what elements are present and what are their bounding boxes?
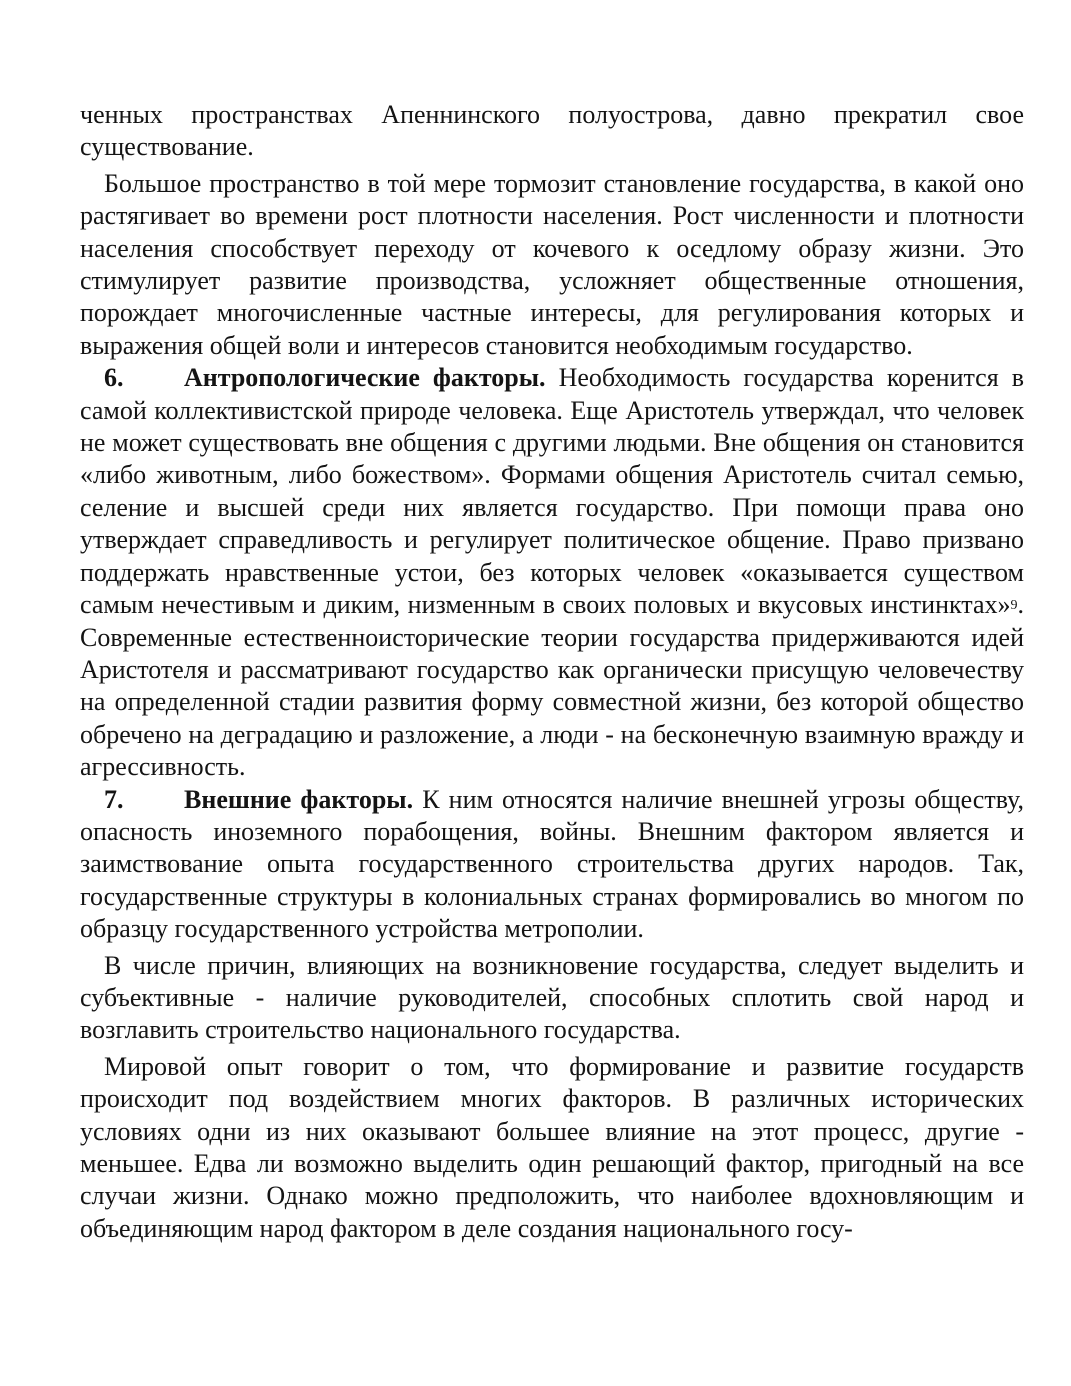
section-text-anthropological-end: . Современные естественноисторические теории государства придерживаются идей Аристотеля и рассматривают государство как органически присущую человечеству на определенной стадии развития форму совместной жизни, без которой общество обречено на деградацию и разложение, а люди - на бесконечную взаимную вражду и агрессивность.	[80, 590, 1024, 782]
section-heading-anthropological: Антропологические факторы.	[184, 363, 546, 393]
document-page	[80, 99, 1024, 1245]
section-text-external: К ним относятся наличие внешней угрозы обществу, опасность иноземного порабощения, войны. Внешним фактором является и заимствование опыта государственного строительства других народов. Так, государственные структуры в колониальных странах формировались во многом по образцу государственного устройства метрополии.	[80, 784, 1024, 944]
section-number-6: 6.	[104, 363, 124, 393]
section-heading-external: Внешние факторы.	[184, 784, 414, 814]
paragraph-external-factors	[80, 784, 1024, 946]
section-text-anthropological: Необходимость государства коренится в самой коллективистской природе человека. Еще Аристотель утверждал, что человек не может существовать вне общения с другими людьми. Вне общения он становится «либо животным, либо божеством». Формами общения Аристотель считал семью, селение и высшей среди них является государство. При помощи права оно утверждает справедливость и регулирует политическое общение. Право призвано поддержать нравственные устои, без которых человек «оказывается существом самым нечестивым и диким, низменным в своих половых и вкусовых инстинктах»	[80, 363, 1024, 620]
section-number-7: 7.	[104, 784, 124, 814]
paragraph-continuation: ченных пространствах Апеннинского полуострова, давно прекратил свое существование.	[80, 100, 1024, 162]
paragraph-world-experience: Мировой опыт говорит о том, что формирование и развитие государств происходит под воздействием многих факторов. В различных исторических условиях одни из них оказывают большее влияние на этот процесс, другие - меньшее. Едва ли возможно выделить один решающий фактор, пригодный на все случаи жизни. Однако можно предположить, что наиболее вдохновляющим и объединяющим народ фактором в деле создания национального госу-	[80, 1051, 1024, 1243]
paragraph-space-and-population: Большое пространство в той мере тормозит становление государства, в какой оно растягивает во времени рост плотности населения. Рост численности и плотности населения способствует переходу от кочевого к оседлому образу жизни. Это стимулирует развитие производства, усложняет общественные отношения, порождает многочисленные частные интересы, для регулирования которых и выражения общей воли и интересов становится необходимым государство.	[80, 168, 1024, 360]
paragraph-subjective-causes: В числе причин, влияющих на возникновение государства, следует выделить и субъективные - наличие руководителей, способных сплотить свой народ и возглавить строительство национального государства.	[80, 950, 1024, 1045]
footnote-marker: 9	[1010, 598, 1018, 614]
paragraph-anthropological-factors	[80, 362, 1024, 783]
